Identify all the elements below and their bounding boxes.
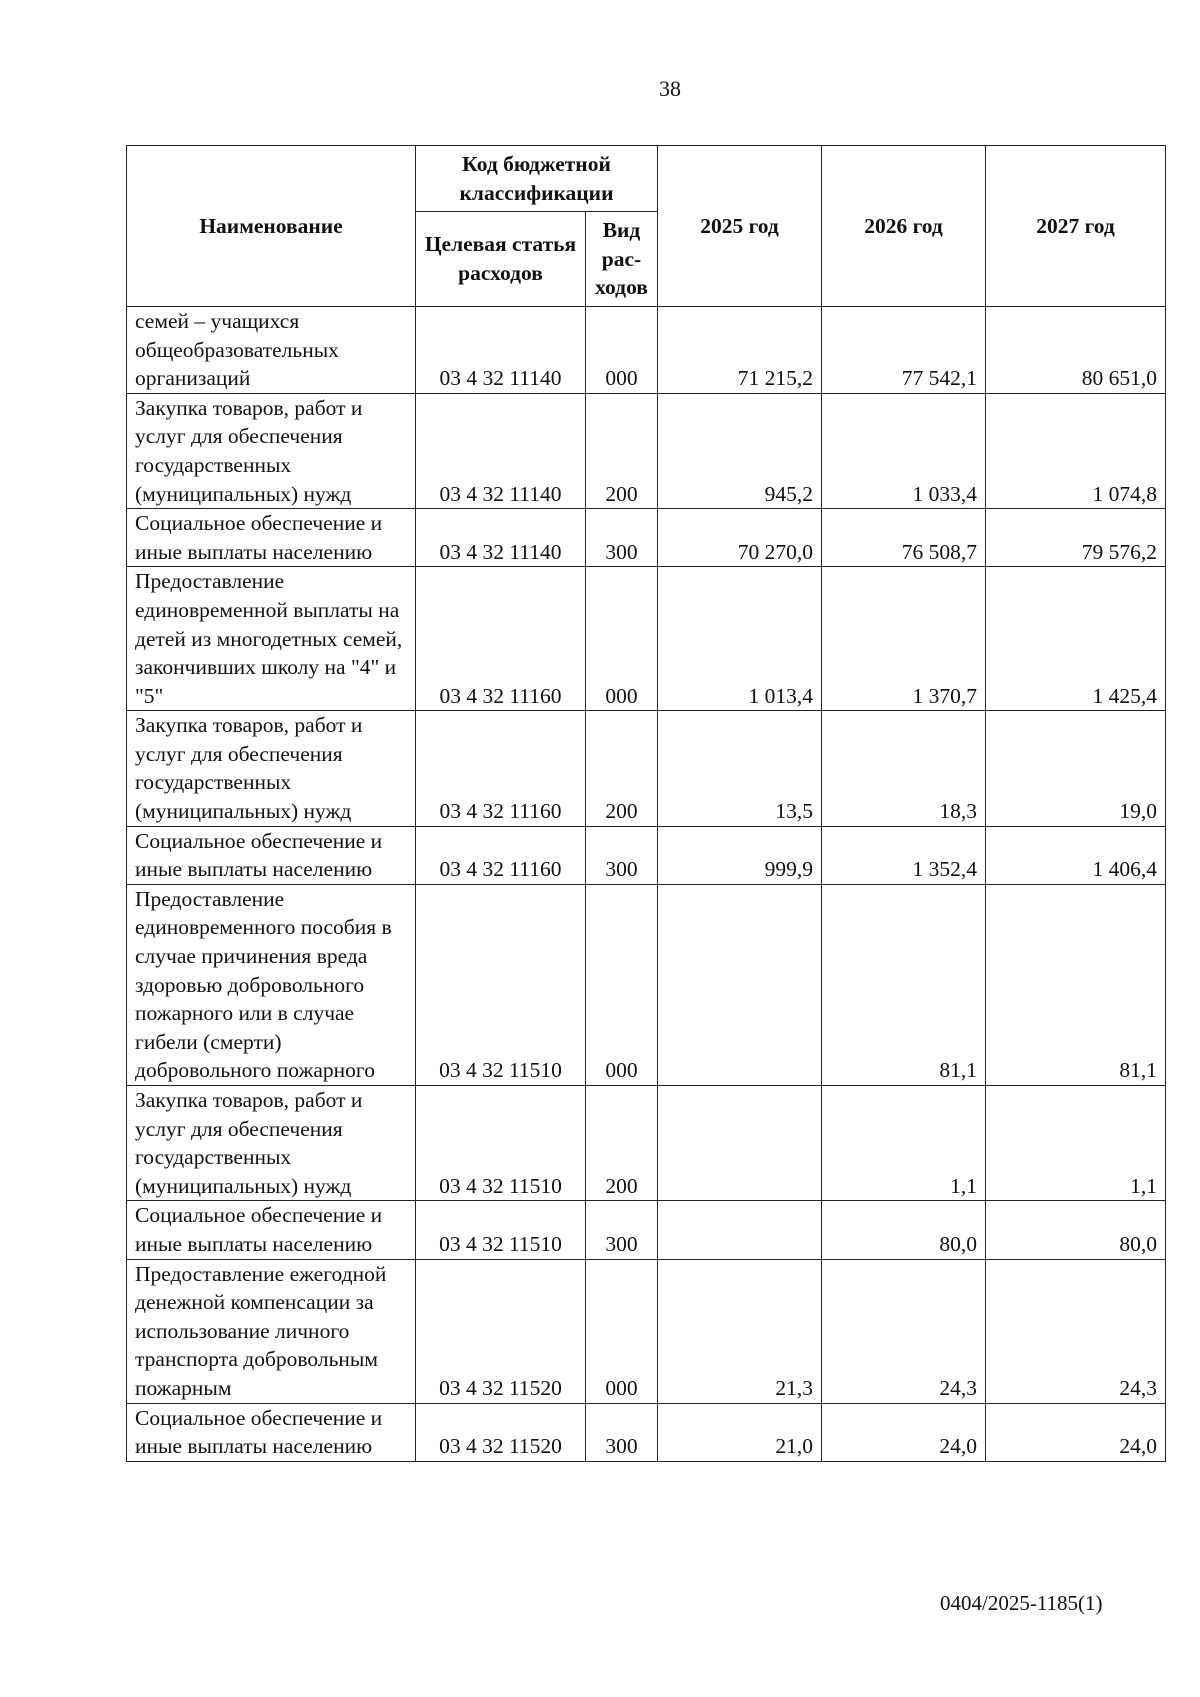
cell-2025: 13,5 — [658, 711, 822, 826]
cell-2027: 80,0 — [986, 1201, 1166, 1259]
cell-2026: 81,1 — [822, 884, 986, 1085]
cell-name: Предоставление единовременного пособия в случае причинения вреда здоровью добровольного пожарного или в случае гибели (смерти) добровольного пожарного — [127, 884, 416, 1085]
cell-2027: 19,0 — [986, 711, 1166, 826]
cell-2025 — [658, 1086, 822, 1201]
cell-2026: 1 033,4 — [822, 393, 986, 508]
cell-name: семей – учащихся общеобразовательных организаций — [127, 306, 416, 393]
table-row — [127, 1201, 1166, 1259]
cell-2027: 1 425,4 — [986, 567, 1166, 711]
cell-expense-type: 300 — [586, 1403, 658, 1461]
document-code: 0404/2025-1185(1) — [940, 1591, 1103, 1615]
table-row — [127, 567, 1166, 711]
cell-2026: 24,3 — [822, 1259, 986, 1403]
cell-2027: 1 074,8 — [986, 393, 1166, 508]
table-row — [127, 711, 1166, 826]
cell-2025 — [658, 1201, 822, 1259]
header-2026: 2026 год — [822, 146, 986, 307]
cell-name: Социальное обеспечение и иные выплаты населению — [127, 826, 416, 884]
cell-name: Закупка товаров, работ и услуг для обеспечения государственных (муниципальных) нужд — [127, 1086, 416, 1201]
cell-target-article: 03 4 32 11160 — [416, 711, 586, 826]
header-name: Наименование — [127, 146, 416, 307]
cell-2027: 81,1 — [986, 884, 1166, 1085]
cell-target-article: 03 4 32 11520 — [416, 1403, 586, 1461]
cell-2025: 999,9 — [658, 826, 822, 884]
cell-2026: 76 508,7 — [822, 509, 986, 567]
budget-table — [126, 145, 1166, 1462]
cell-expense-type: 200 — [586, 1086, 658, 1201]
cell-expense-type: 000 — [586, 884, 658, 1085]
table-row — [127, 509, 1166, 567]
table-row — [127, 826, 1166, 884]
cell-2025: 71 215,2 — [658, 306, 822, 393]
cell-target-article: 03 4 32 11160 — [416, 567, 586, 711]
table-header — [127, 146, 1166, 307]
cell-name: Предоставление ежегодной денежной компенсации за использование личного транспорта добровольным пожарным — [127, 1259, 416, 1403]
cell-2025: 21,0 — [658, 1403, 822, 1461]
cell-name: Социальное обеспечение и иные выплаты населению — [127, 1201, 416, 1259]
table-row — [127, 1403, 1166, 1461]
cell-2025: 1 013,4 — [658, 567, 822, 711]
cell-name: Предоставление единовременной выплаты на детей из многодетных семей, закончивших школу на "4" и "5" — [127, 567, 416, 711]
page-number: 38 — [659, 76, 681, 101]
cell-target-article: 03 4 32 11510 — [416, 884, 586, 1085]
cell-expense-type: 200 — [586, 711, 658, 826]
cell-target-article: 03 4 32 11510 — [416, 1086, 586, 1201]
table-row — [127, 884, 1166, 1085]
cell-2026: 1 352,4 — [822, 826, 986, 884]
cell-target-article: 03 4 32 11140 — [416, 393, 586, 508]
cell-2027: 1 406,4 — [986, 826, 1166, 884]
table-row — [127, 393, 1166, 508]
cell-name: Социальное обеспечение и иные выплаты населению — [127, 1403, 416, 1461]
cell-2027: 24,0 — [986, 1403, 1166, 1461]
cell-2027: 1,1 — [986, 1086, 1166, 1201]
cell-expense-type: 300 — [586, 826, 658, 884]
cell-expense-type: 000 — [586, 306, 658, 393]
cell-expense-type: 000 — [586, 1259, 658, 1403]
cell-2027: 80 651,0 — [986, 306, 1166, 393]
table-row — [127, 306, 1166, 393]
cell-target-article: 03 4 32 11520 — [416, 1259, 586, 1403]
cell-name: Закупка товаров, работ и услуг для обеспечения государственных (муниципальных) нужд — [127, 393, 416, 508]
table-body — [127, 306, 1166, 1461]
cell-name: Социальное обеспечение и иные выплаты населению — [127, 509, 416, 567]
cell-expense-type: 300 — [586, 1201, 658, 1259]
cell-2026: 24,0 — [822, 1403, 986, 1461]
cell-2025 — [658, 884, 822, 1085]
cell-2027: 79 576,2 — [986, 509, 1166, 567]
header-2025: 2025 год — [658, 146, 822, 307]
cell-name: Закупка товаров, работ и услуг для обеспечения государственных (муниципальных) нужд — [127, 711, 416, 826]
cell-2027: 24,3 — [986, 1259, 1166, 1403]
header-2027: 2027 год — [986, 146, 1166, 307]
cell-2025: 70 270,0 — [658, 509, 822, 567]
cell-expense-type: 300 — [586, 509, 658, 567]
cell-2026: 77 542,1 — [822, 306, 986, 393]
cell-2026: 1,1 — [822, 1086, 986, 1201]
cell-target-article: 03 4 32 11160 — [416, 826, 586, 884]
cell-target-article: 03 4 32 11140 — [416, 509, 586, 567]
cell-2025: 21,3 — [658, 1259, 822, 1403]
cell-expense-type: 000 — [586, 567, 658, 711]
table-row — [127, 1086, 1166, 1201]
header-target-article: Целевая статья расходов — [416, 212, 586, 307]
cell-target-article: 03 4 32 11140 — [416, 306, 586, 393]
cell-2026: 18,3 — [822, 711, 986, 826]
cell-2026: 80,0 — [822, 1201, 986, 1259]
cell-target-article: 03 4 32 11510 — [416, 1201, 586, 1259]
header-expense-type: Вид рас-ходов — [586, 212, 658, 307]
header-code-group: Код бюджетной классификации — [416, 146, 658, 212]
table-row — [127, 1259, 1166, 1403]
cell-2025: 945,2 — [658, 393, 822, 508]
cell-2026: 1 370,7 — [822, 567, 986, 711]
cell-expense-type: 200 — [586, 393, 658, 508]
